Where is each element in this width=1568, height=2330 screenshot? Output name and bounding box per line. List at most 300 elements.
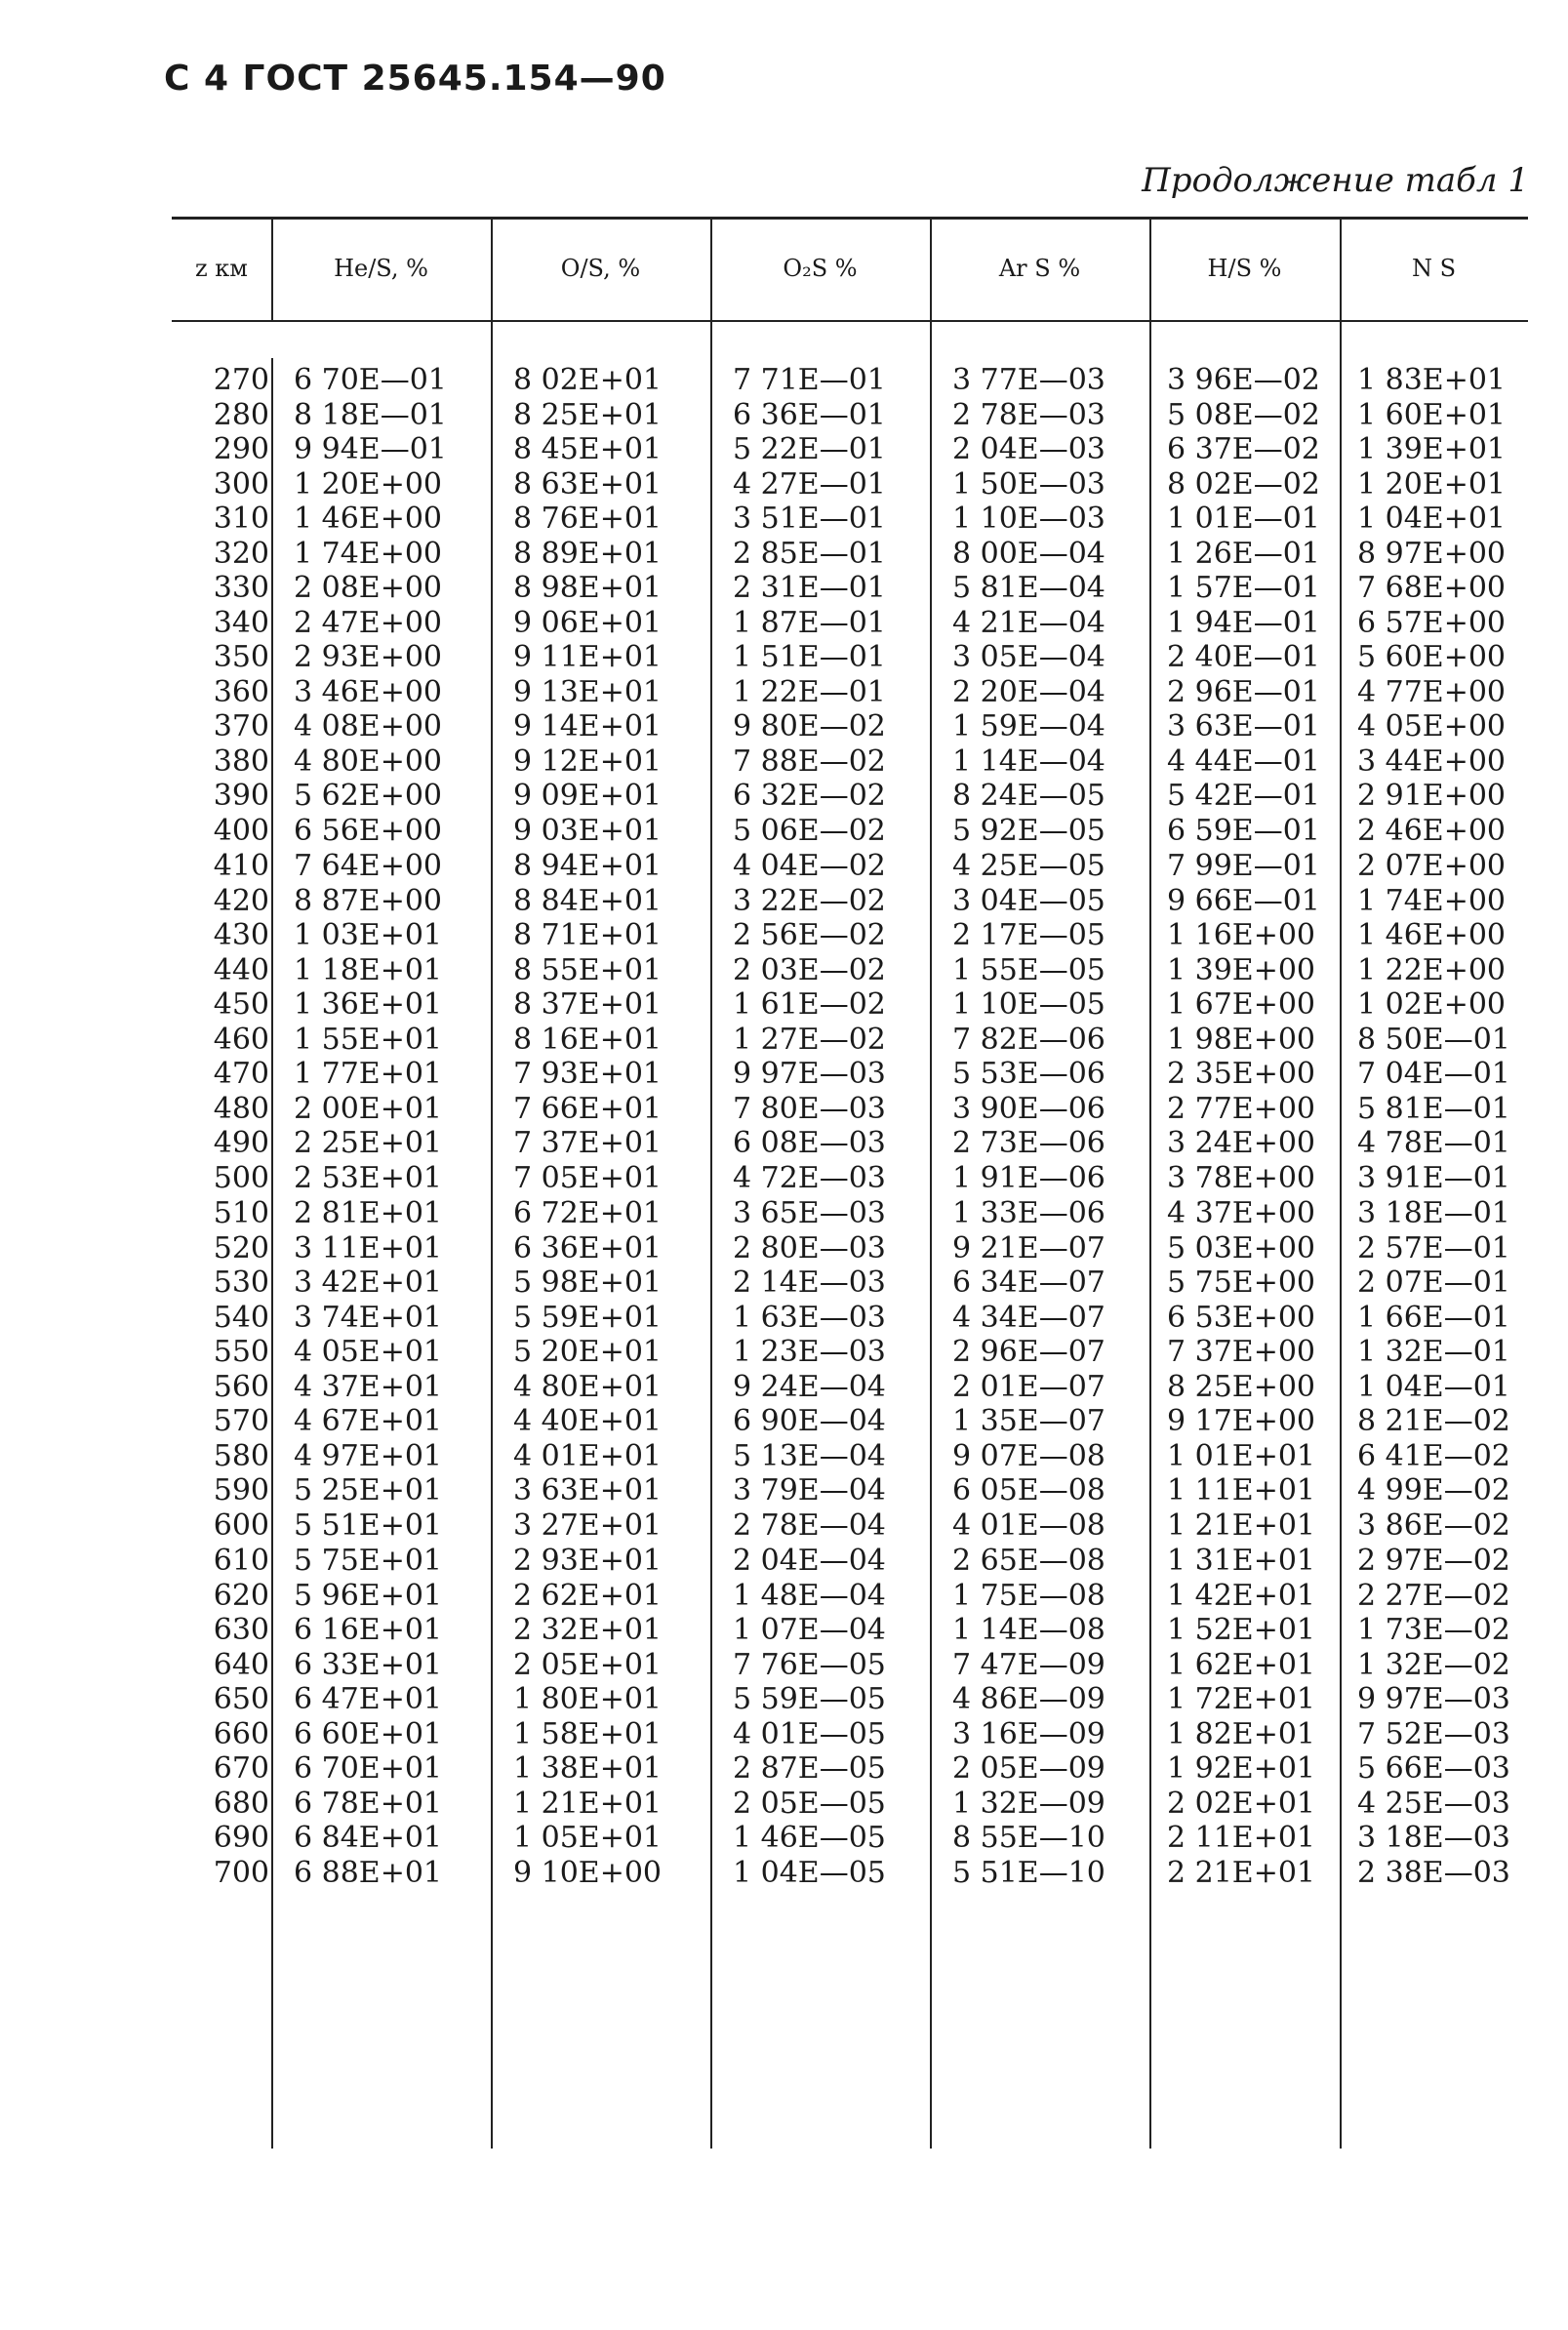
table-cell: 460 <box>213 1022 269 1057</box>
table-cell: 5 13E—04 <box>733 1438 886 1473</box>
table-cell: 6 72E+01 <box>513 1196 663 1230</box>
table-cell: 3 42E+01 <box>294 1265 443 1300</box>
table-cell: 1 72E+01 <box>1167 1682 1316 1716</box>
table-cell: 390 <box>213 779 269 813</box>
table-row <box>172 1648 1528 1683</box>
table-cell: 8 55E+01 <box>513 952 663 987</box>
table-cell: 4 44E—01 <box>1167 743 1320 779</box>
document-header: С 4 ГОСТ 25645.154—90 <box>164 59 666 99</box>
table-row <box>172 1161 1528 1196</box>
table-cell: 1 23E—03 <box>733 1335 886 1369</box>
table-cell: 2 04E—04 <box>733 1544 886 1578</box>
table-cell: 7 88E—02 <box>733 743 886 779</box>
table-row <box>172 1473 1528 1508</box>
table-row <box>172 1057 1528 1092</box>
table-cell: 6 84E+01 <box>294 1821 443 1855</box>
table-cell: 9 06E+01 <box>513 605 663 640</box>
table-header-rule <box>172 320 1528 322</box>
table-cell: 1 50E—03 <box>952 466 1106 502</box>
table-cell: 5 53E—06 <box>952 1057 1106 1091</box>
table-cell: 4 72E—03 <box>733 1160 886 1195</box>
table-cell: 2 78E—04 <box>733 1507 886 1543</box>
table-cell: 3 79E—04 <box>733 1473 886 1507</box>
table-cell: 610 <box>213 1544 269 1578</box>
table-cell: 1 14E—08 <box>952 1613 1106 1647</box>
table-cell: 2 87E—05 <box>733 1751 886 1786</box>
table-cell: 2 21E+01 <box>1167 1855 1316 1890</box>
table-cell: 5 51E—10 <box>952 1855 1106 1890</box>
table-cell: 7 04E—01 <box>1357 1057 1510 1091</box>
table-cell: 520 <box>213 1230 269 1265</box>
table-cell: 490 <box>213 1126 269 1160</box>
table-row <box>172 1579 1528 1614</box>
table-cell: 2 35E+00 <box>1167 1057 1316 1091</box>
table-cell: 2 08E+00 <box>294 571 443 605</box>
table-cell: 6 05E—08 <box>952 1473 1106 1507</box>
table-cell: 3 44E+00 <box>1357 743 1507 779</box>
table-cell: 9 21E—07 <box>952 1230 1106 1265</box>
table-caption: Продолжение табл 1 <box>1142 161 1529 200</box>
table-cell: 3 63E—01 <box>1167 709 1320 743</box>
table-cell: 4 25E—05 <box>952 849 1106 883</box>
table-cell: 320 <box>213 536 269 571</box>
table-row <box>172 1404 1528 1439</box>
table-cell: 2 38E—03 <box>1357 1855 1510 1890</box>
table-cell: 6 59E—01 <box>1167 813 1320 848</box>
table-cell: 4 86E—09 <box>952 1682 1106 1716</box>
table-row <box>172 1717 1528 1752</box>
table-row <box>172 640 1528 675</box>
table-cell: 1 05E+01 <box>513 1821 663 1855</box>
table-cell: 3 04E—05 <box>952 883 1106 918</box>
table-cell: 3 46E+00 <box>294 674 443 709</box>
table-row <box>172 1613 1528 1648</box>
table-cell: 5 42E—01 <box>1167 779 1320 813</box>
table-cell: 2 01E—07 <box>952 1369 1106 1404</box>
table-row <box>172 744 1528 780</box>
table-cell: 4 78E—01 <box>1357 1126 1510 1160</box>
table-row <box>172 467 1528 502</box>
table-cell: 700 <box>213 1855 269 1890</box>
table-cell: 1 42E+01 <box>1167 1578 1316 1613</box>
table-cell: 1 10E—05 <box>952 987 1106 1022</box>
table-row <box>172 432 1528 467</box>
table-cell: 8 16E+01 <box>513 1022 663 1057</box>
table-cell: 2 77E+00 <box>1167 1091 1316 1126</box>
table-cell: 5 75E+01 <box>294 1544 443 1578</box>
table-cell: 1 94E—01 <box>1167 605 1320 640</box>
table-cell: 540 <box>213 1300 269 1335</box>
table-cell: 3 22E—02 <box>733 883 886 918</box>
table-cell: 1 32E—02 <box>1357 1647 1510 1682</box>
table-cell: 3 91E—01 <box>1357 1160 1510 1195</box>
table-cell: 430 <box>213 918 269 952</box>
table-cell: 1 77E+01 <box>294 1057 443 1091</box>
table-cell: 9 97E—03 <box>733 1057 886 1091</box>
table-cell: 3 11E+01 <box>294 1230 443 1265</box>
table-cell: 1 26E—01 <box>1167 536 1320 571</box>
table-cell: 280 <box>213 397 269 432</box>
table-cell: 410 <box>213 849 269 883</box>
table-cell: 1 60E+01 <box>1357 397 1507 432</box>
table-cell: 4 80E+00 <box>294 743 443 779</box>
table-cell: 4 80E+01 <box>513 1369 663 1404</box>
table-cell: 4 05E+00 <box>1357 709 1507 743</box>
table-cell: 2 81E+01 <box>294 1196 443 1230</box>
table-cell: 1 83E+01 <box>1357 363 1507 397</box>
table-cell: 9 12E+01 <box>513 743 663 779</box>
table-row <box>172 1126 1528 1161</box>
table-cell: 630 <box>213 1613 269 1647</box>
table-cell: 2 31E—01 <box>733 571 886 605</box>
table-cell: 1 16E+00 <box>1167 918 1316 952</box>
table-cell: 1 55E+01 <box>294 1022 443 1057</box>
table-cell: 6 37E—02 <box>1167 432 1320 466</box>
table-cell: 9 94E—01 <box>294 432 447 466</box>
table-cell: 2 40E—01 <box>1167 640 1320 674</box>
table-cell: 5 96E+01 <box>294 1578 443 1613</box>
table-cell: 8 25E+00 <box>1167 1369 1316 1404</box>
table-cell: 3 51E—01 <box>733 502 886 536</box>
table-cell: 3 18E—03 <box>1357 1821 1510 1855</box>
table-cell: 1 75E—08 <box>952 1578 1106 1613</box>
table-cell: 3 05E—04 <box>952 640 1106 674</box>
table-row <box>172 709 1528 744</box>
table-cell: 2 00E+01 <box>294 1091 443 1126</box>
table-cell: 6 78E+01 <box>294 1786 443 1821</box>
table-cell: 1 63E—03 <box>733 1300 886 1335</box>
table-cell: 6 88E+01 <box>294 1855 443 1890</box>
table-cell: 7 80E—03 <box>733 1091 886 1126</box>
table-row <box>172 814 1528 849</box>
table-cell: 2 07E—01 <box>1357 1265 1510 1300</box>
table-cell: 5 03E+00 <box>1167 1230 1316 1265</box>
column-header-o: O/S, % <box>560 255 641 282</box>
table-cell: 1 62E+01 <box>1167 1647 1316 1682</box>
table-cell: 3 63E+01 <box>513 1473 663 1507</box>
table-cell: 6 41E—02 <box>1357 1438 1510 1473</box>
table-cell: 310 <box>213 502 269 536</box>
table-cell: 3 16E—09 <box>952 1716 1106 1751</box>
table-cell: 9 24E—04 <box>733 1369 886 1404</box>
table-cell: 4 08E+00 <box>294 709 443 743</box>
table-cell: 1 46E+00 <box>294 502 443 536</box>
table-cell: 2 27E—02 <box>1357 1578 1510 1613</box>
table-cell: 7 93E+01 <box>513 1057 663 1091</box>
table-cell: 4 77E+00 <box>1357 674 1507 709</box>
table-cell: 4 05E+01 <box>294 1335 443 1369</box>
table-cell: 1 03E+01 <box>294 918 443 952</box>
table-cell: 9 11E+01 <box>513 640 663 674</box>
table-cell: 6 70E+01 <box>294 1751 443 1786</box>
table-cell: 420 <box>213 883 269 918</box>
table-cell: 9 80E—02 <box>733 709 886 743</box>
table-cell: 3 24E+00 <box>1167 1126 1316 1160</box>
table-cell: 1 11E+01 <box>1167 1473 1316 1507</box>
table-cell: 1 18E+01 <box>294 952 443 987</box>
table-cell: 510 <box>213 1196 269 1230</box>
table-cell: 9 13E+01 <box>513 674 663 709</box>
table-cell: 1 73E—02 <box>1357 1613 1510 1647</box>
table-cell: 640 <box>213 1647 269 1682</box>
table-cell: 620 <box>213 1578 269 1613</box>
table-row <box>172 1787 1528 1822</box>
table-cell: 8 18E—01 <box>294 397 447 432</box>
column-header-ar: Ar S % <box>998 255 1081 282</box>
table-cell: 6 90E—04 <box>733 1404 886 1438</box>
table-cell: 1 61E—02 <box>733 987 886 1022</box>
table-row <box>172 398 1528 433</box>
table-cell: 4 99E—02 <box>1357 1473 1510 1507</box>
table-row <box>172 606 1528 641</box>
table-cell: 1 91E—06 <box>952 1160 1106 1195</box>
table-row <box>172 1751 1528 1787</box>
table-cell: 2 57E—01 <box>1357 1230 1510 1265</box>
table-cell: 2 05E—05 <box>733 1786 886 1821</box>
table-cell: 1 55E—05 <box>952 952 1106 987</box>
table-cell: 1 22E—01 <box>733 674 886 709</box>
table-cell: 5 92E—05 <box>952 813 1106 848</box>
table-cell: 9 17E+00 <box>1167 1404 1316 1438</box>
table-cell: 8 76E+01 <box>513 502 663 536</box>
table-cell: 5 75E+00 <box>1167 1265 1316 1300</box>
table-cell: 5 51E+01 <box>294 1507 443 1543</box>
table-cell: 8 55E—10 <box>952 1821 1106 1855</box>
table-row <box>172 918 1528 953</box>
table-cell: 2 80E—03 <box>733 1230 886 1265</box>
table-cell: 2 65E—08 <box>952 1544 1106 1578</box>
table-cell: 8 87E+00 <box>294 883 443 918</box>
table-row <box>172 1301 1528 1336</box>
table-cell: 5 98E+01 <box>513 1265 663 1300</box>
table-cell: 4 04E—02 <box>733 849 886 883</box>
table-row <box>172 1335 1528 1370</box>
table-cell: 4 01E—08 <box>952 1507 1106 1543</box>
table-cell: 1 36E+01 <box>294 987 443 1022</box>
table-cell: 2 73E—06 <box>952 1126 1106 1160</box>
table-row <box>172 675 1528 710</box>
table-cell: 4 25E—03 <box>1357 1786 1510 1821</box>
table-cell: 580 <box>213 1438 269 1473</box>
table-cell: 1 51E—01 <box>733 640 886 674</box>
table-cell: 5 81E—04 <box>952 571 1106 605</box>
table-cell: 440 <box>213 952 269 987</box>
table-cell: 1 04E+01 <box>1357 502 1507 536</box>
table-row <box>172 1508 1528 1544</box>
table-cell: 9 07E—08 <box>952 1438 1106 1473</box>
table-cell: 2 85E—01 <box>733 536 886 571</box>
table-cell: 1 38E+01 <box>513 1751 663 1786</box>
table-cell: 2 11E+01 <box>1167 1821 1316 1855</box>
table-cell: 480 <box>213 1091 269 1126</box>
table-cell: 7 64E+00 <box>294 849 443 883</box>
table-cell: 6 56E+00 <box>294 813 443 848</box>
table-cell: 9 10E+00 <box>513 1855 663 1890</box>
table-cell: 380 <box>213 743 269 779</box>
table-cell: 1 98E+00 <box>1167 1022 1316 1057</box>
table-cell: 7 66E+01 <box>513 1091 663 1126</box>
table-cell: 2 20E—04 <box>952 674 1106 709</box>
table-cell: 2 93E+00 <box>294 640 443 674</box>
table-cell: 5 25E+01 <box>294 1473 443 1507</box>
table-cell: 6 47E+01 <box>294 1682 443 1716</box>
table-cell: 1 92E+01 <box>1167 1751 1316 1786</box>
table-row <box>172 1023 1528 1058</box>
table-cell: 2 07E+00 <box>1357 849 1507 883</box>
table-cell: 4 01E+01 <box>513 1438 663 1473</box>
table-cell: 2 62E+01 <box>513 1578 663 1613</box>
table-cell: 1 31E+01 <box>1167 1544 1316 1578</box>
table-cell: 1 33E—06 <box>952 1196 1106 1230</box>
table-cell: 4 01E—05 <box>733 1716 886 1751</box>
table-cell: 7 82E—06 <box>952 1022 1106 1057</box>
table-cell: 1 82E+01 <box>1167 1716 1316 1751</box>
table-cell: 7 76E—05 <box>733 1647 886 1682</box>
table-row <box>172 537 1528 572</box>
table-cell: 4 67E+01 <box>294 1404 443 1438</box>
table-cell: 7 68E+00 <box>1357 571 1507 605</box>
table-cell: 3 65E—03 <box>733 1196 886 1230</box>
table-cell: 680 <box>213 1786 269 1821</box>
table-row <box>172 1544 1528 1579</box>
table-cell: 1 57E—01 <box>1167 571 1320 605</box>
table-cell: 9 14E+01 <box>513 709 663 743</box>
table-cell: 8 71E+01 <box>513 918 663 952</box>
table-cell: 9 97E—03 <box>1357 1682 1510 1716</box>
table-cell: 7 05E+01 <box>513 1160 663 1195</box>
table-cell: 1 46E+00 <box>1357 918 1507 952</box>
table-cell: 2 97E—02 <box>1357 1544 1510 1578</box>
table-cell: 6 34E—07 <box>952 1265 1106 1300</box>
table-cell: 2 17E—05 <box>952 918 1106 952</box>
table-cell: 8 63E+01 <box>513 466 663 502</box>
table-cell: 8 98E+01 <box>513 571 663 605</box>
table-cell: 5 62E+00 <box>294 779 443 813</box>
table-row <box>172 779 1528 814</box>
table-cell: 2 96E—01 <box>1167 674 1320 709</box>
table-cell: 5 60E+00 <box>1357 640 1507 674</box>
table-cell: 6 36E+01 <box>513 1230 663 1265</box>
table-cell: 2 14E—03 <box>733 1265 886 1300</box>
table-cell: 3 77E—03 <box>952 363 1106 397</box>
table-cell: 600 <box>213 1507 269 1543</box>
column-header-h: H/S % <box>1207 255 1282 282</box>
table-cell: 450 <box>213 987 269 1022</box>
column-header-he: He/S, % <box>334 255 428 282</box>
table-cell: 1 35E—07 <box>952 1404 1106 1438</box>
table-row <box>172 363 1528 398</box>
column-header-z: z км <box>195 255 248 282</box>
table-cell: 650 <box>213 1682 269 1716</box>
table-cell: 2 05E+01 <box>513 1647 663 1682</box>
table-cell: 8 24E—05 <box>952 779 1106 813</box>
table-cell: 1 52E+01 <box>1167 1613 1316 1647</box>
table-cell: 8 50E—01 <box>1357 1022 1510 1057</box>
table-cell: 9 09E+01 <box>513 779 663 813</box>
table-cell: 500 <box>213 1160 269 1195</box>
table-cell: 4 27E—01 <box>733 466 886 502</box>
table-cell: 2 02E+01 <box>1167 1786 1316 1821</box>
table-cell: 1 48E—04 <box>733 1578 886 1613</box>
table-cell: 8 45E+01 <box>513 432 663 466</box>
table-row <box>172 849 1528 884</box>
table-cell: 5 06E—02 <box>733 813 886 848</box>
table-cell: 2 78E—03 <box>952 397 1106 432</box>
table-cell: 7 52E—03 <box>1357 1716 1510 1751</box>
table-cell: 1 80E+01 <box>513 1682 663 1716</box>
table-cell: 4 34E—07 <box>952 1300 1106 1335</box>
table-cell: 8 21E—02 <box>1357 1404 1510 1438</box>
table-row <box>172 884 1528 919</box>
table-cell: 3 78E+00 <box>1167 1160 1316 1195</box>
table-cell: 1 39E+00 <box>1167 952 1316 987</box>
table-cell: 470 <box>213 1057 269 1091</box>
table-row <box>172 953 1528 988</box>
table-cell: 1 58E+01 <box>513 1716 663 1751</box>
table-cell: 1 21E+01 <box>1167 1507 1316 1543</box>
table-cell: 1 02E+00 <box>1357 987 1507 1022</box>
table-cell: 1 27E—02 <box>733 1022 886 1057</box>
table-cell: 3 27E+01 <box>513 1507 663 1543</box>
table-cell: 5 20E+01 <box>513 1335 663 1369</box>
table-cell: 270 <box>213 363 269 397</box>
table-cell: 2 05E—09 <box>952 1751 1106 1786</box>
table-row <box>172 1196 1528 1231</box>
table-cell: 690 <box>213 1821 269 1855</box>
table-cell: 370 <box>213 709 269 743</box>
table-cell: 2 93E+01 <box>513 1544 663 1578</box>
table-cell: 2 96E—07 <box>952 1335 1106 1369</box>
table-cell: 6 33E+01 <box>294 1647 443 1682</box>
table-cell: 1 20E+01 <box>1357 466 1507 502</box>
table-cell: 660 <box>213 1716 269 1751</box>
table-cell: 8 37E+01 <box>513 987 663 1022</box>
table-cell: 5 22E—01 <box>733 432 886 466</box>
table-cell: 1 59E—04 <box>952 709 1106 743</box>
table-cell: 8 02E—02 <box>1167 466 1320 502</box>
table-cell: 560 <box>213 1369 269 1404</box>
table-cell: 2 91E+00 <box>1357 779 1507 813</box>
table-cell: 290 <box>213 432 269 466</box>
table-cell: 6 32E—02 <box>733 779 886 813</box>
table-cell: 7 37E+00 <box>1167 1335 1316 1369</box>
table-cell: 1 46E—05 <box>733 1821 886 1855</box>
table-cell: 1 66E—01 <box>1357 1300 1510 1335</box>
table-cell: 360 <box>213 674 269 709</box>
table-cell: 1 67E+00 <box>1167 987 1316 1022</box>
table-cell: 7 37E+01 <box>513 1126 663 1160</box>
table-cell: 2 56E—02 <box>733 918 886 952</box>
table-cell: 3 74E+01 <box>294 1300 443 1335</box>
table-row <box>172 1856 1528 1891</box>
table-cell: 2 46E+00 <box>1357 813 1507 848</box>
table-cell: 7 99E—01 <box>1167 849 1320 883</box>
table-cell: 4 37E+01 <box>294 1369 443 1404</box>
table-row <box>172 1370 1528 1405</box>
table-cell: 8 89E+01 <box>513 536 663 571</box>
table-cell: 1 87E—01 <box>733 605 886 640</box>
table-cell: 8 25E+01 <box>513 397 663 432</box>
table-cell: 5 66E—03 <box>1357 1751 1510 1786</box>
table-cell: 590 <box>213 1473 269 1507</box>
table-row <box>172 987 1528 1023</box>
table-cell: 1 04E—05 <box>733 1855 886 1890</box>
table-cell: 1 74E+00 <box>1357 883 1507 918</box>
column-header-o2: O₂S % <box>783 255 858 282</box>
table-cell: 1 22E+00 <box>1357 952 1507 987</box>
table-cell: 350 <box>213 640 269 674</box>
table-cell: 3 18E—01 <box>1357 1196 1510 1230</box>
